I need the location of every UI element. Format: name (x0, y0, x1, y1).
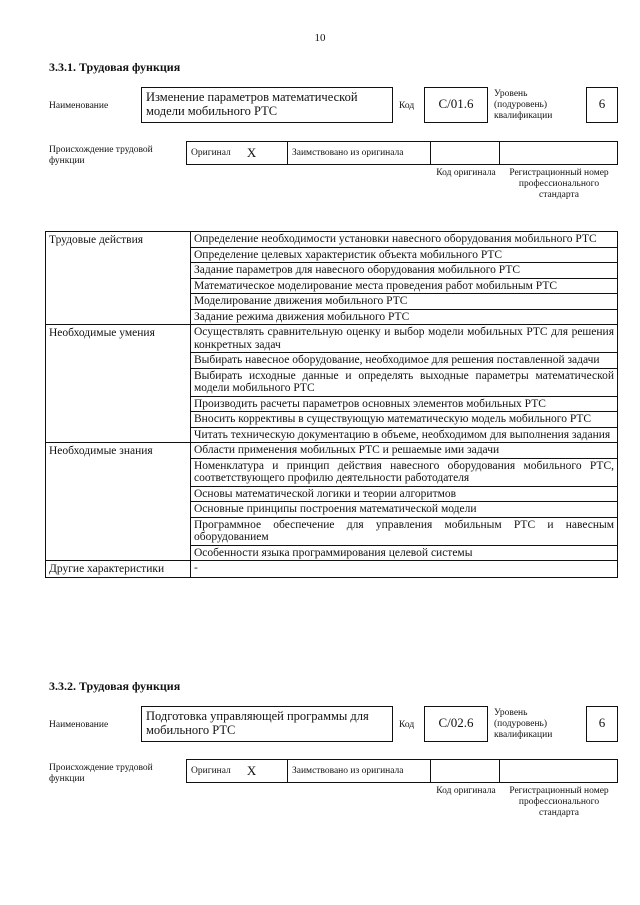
original-cell-1 (186, 141, 288, 165)
original-mark-1: X (246, 145, 257, 160)
labor-action-item: Определение целевых характеристик объекта мобильного РТС (191, 247, 618, 263)
labor-action-item: Задание режима движения мобильного РТС (191, 309, 618, 325)
original-label-1: Оригинал (191, 148, 231, 158)
name-value-1: Изменение параметров математической модели мобильного РТС (141, 87, 393, 123)
labor-actions-label: Трудовые действия (46, 232, 191, 325)
level-label-1: Уровень (подуровень) квалификации (494, 89, 553, 121)
knowledge-item: Особенности языка программирования целевой системы (191, 545, 618, 561)
labor-action-item: Моделирование движения мобильного РТС (191, 294, 618, 310)
original-label-2: Оригинал (191, 766, 231, 776)
orig-code-cell-1 (430, 141, 500, 165)
section-title-2: 3.3.2. Трудовая функция (49, 679, 181, 693)
labor-function-table (45, 231, 618, 578)
table-row (46, 561, 618, 578)
origin-row-1 (187, 141, 618, 165)
section-title-1: 3.3.1. Трудовая функция (49, 60, 181, 74)
table-row (46, 325, 618, 353)
skill-item: Производить расчеты параметров основных элементов мобильных РТС (191, 396, 618, 412)
borrowed-cell-1: Заимствовано из оригинала (287, 141, 431, 165)
origin-label-2: Происхождение трудовой функции (49, 763, 153, 784)
reg-number-caption-1: Регистрационный номер профессионального стандарта (509, 168, 609, 200)
knowledge-item: Номенклатура и принцип действия навесного оборудования мобильного РТС, соответствующего профилю деятельности работодателя (191, 458, 618, 486)
table-row (46, 232, 618, 248)
page-number: 10 (314, 32, 326, 44)
code-label-1: Код (399, 101, 415, 111)
skill-item: Вносить коррективы в существующую математическую модель мобильного РТС (191, 412, 618, 428)
skill-item: Читать техническую документацию в объеме, необходимом для выполнения задания (191, 427, 618, 443)
reg-number-cell-1 (499, 141, 618, 165)
knowledge-item: Программное обеспечение для управления мобильным РТС и навесным оборудованием (191, 517, 618, 545)
reg-number-cell-2 (499, 759, 618, 783)
name-label-2: Наименование (49, 720, 109, 730)
skill-item: Выбирать навесное оборудование, необходимое для решения поставленной задачи (191, 353, 618, 369)
level-value-2: 6 (586, 706, 618, 742)
code-value-1: C/01.6 (424, 87, 488, 123)
original-cell-2 (186, 759, 288, 783)
other-label: Другие характеристики (46, 561, 191, 578)
origin-label-1: Происхождение трудовой функции (49, 145, 153, 166)
orig-code-caption-1: Код оригинала (436, 168, 496, 178)
name-value-2: Подготовка управляющей программы для мобильного РТС (141, 706, 393, 742)
code-label-2: Код (399, 720, 415, 730)
borrowed-cell-2: Заимствовано из оригинала (287, 759, 431, 783)
labor-action-item: Определение необходимости установки навесного оборудования мобильного РТС (191, 232, 618, 248)
original-mark-2: X (246, 763, 257, 778)
orig-code-caption-2: Код оригинала (436, 786, 496, 796)
table-row (46, 443, 618, 459)
knowledge-item: Области применения мобильных РТС и решаемые ими задачи (191, 443, 618, 459)
labor-action-item: Задание параметров для навесного оборудования мобильного РТС (191, 263, 618, 279)
reg-number-caption-2: Регистрационный номер профессионального стандарта (509, 786, 609, 818)
name-label-1: Наименование (49, 101, 109, 111)
code-value-2: C/02.6 (424, 706, 488, 742)
orig-code-cell-2 (430, 759, 500, 783)
other-value: - (191, 561, 618, 578)
labor-action-item: Математическое моделирование места проведения работ мобильным РТС (191, 278, 618, 294)
level-label-2: Уровень (подуровень) квалификации (494, 708, 553, 740)
origin-row-2 (187, 759, 618, 783)
knowledge-item: Основы математической логики и теории алгоритмов (191, 486, 618, 502)
skill-item: Выбирать исходные данные и определять выходные параметры математической модели мобильного РТС (191, 368, 618, 396)
knowledge-item: Основные принципы построения математической модели (191, 502, 618, 518)
skill-item: Осуществлять сравнительную оценку и выбор модели мобильных РТС для решения конкретных задач (191, 325, 618, 353)
skills-label: Необходимые умения (46, 325, 191, 443)
level-value-1: 6 (586, 87, 618, 123)
knowledge-label: Необходимые знания (46, 443, 191, 561)
